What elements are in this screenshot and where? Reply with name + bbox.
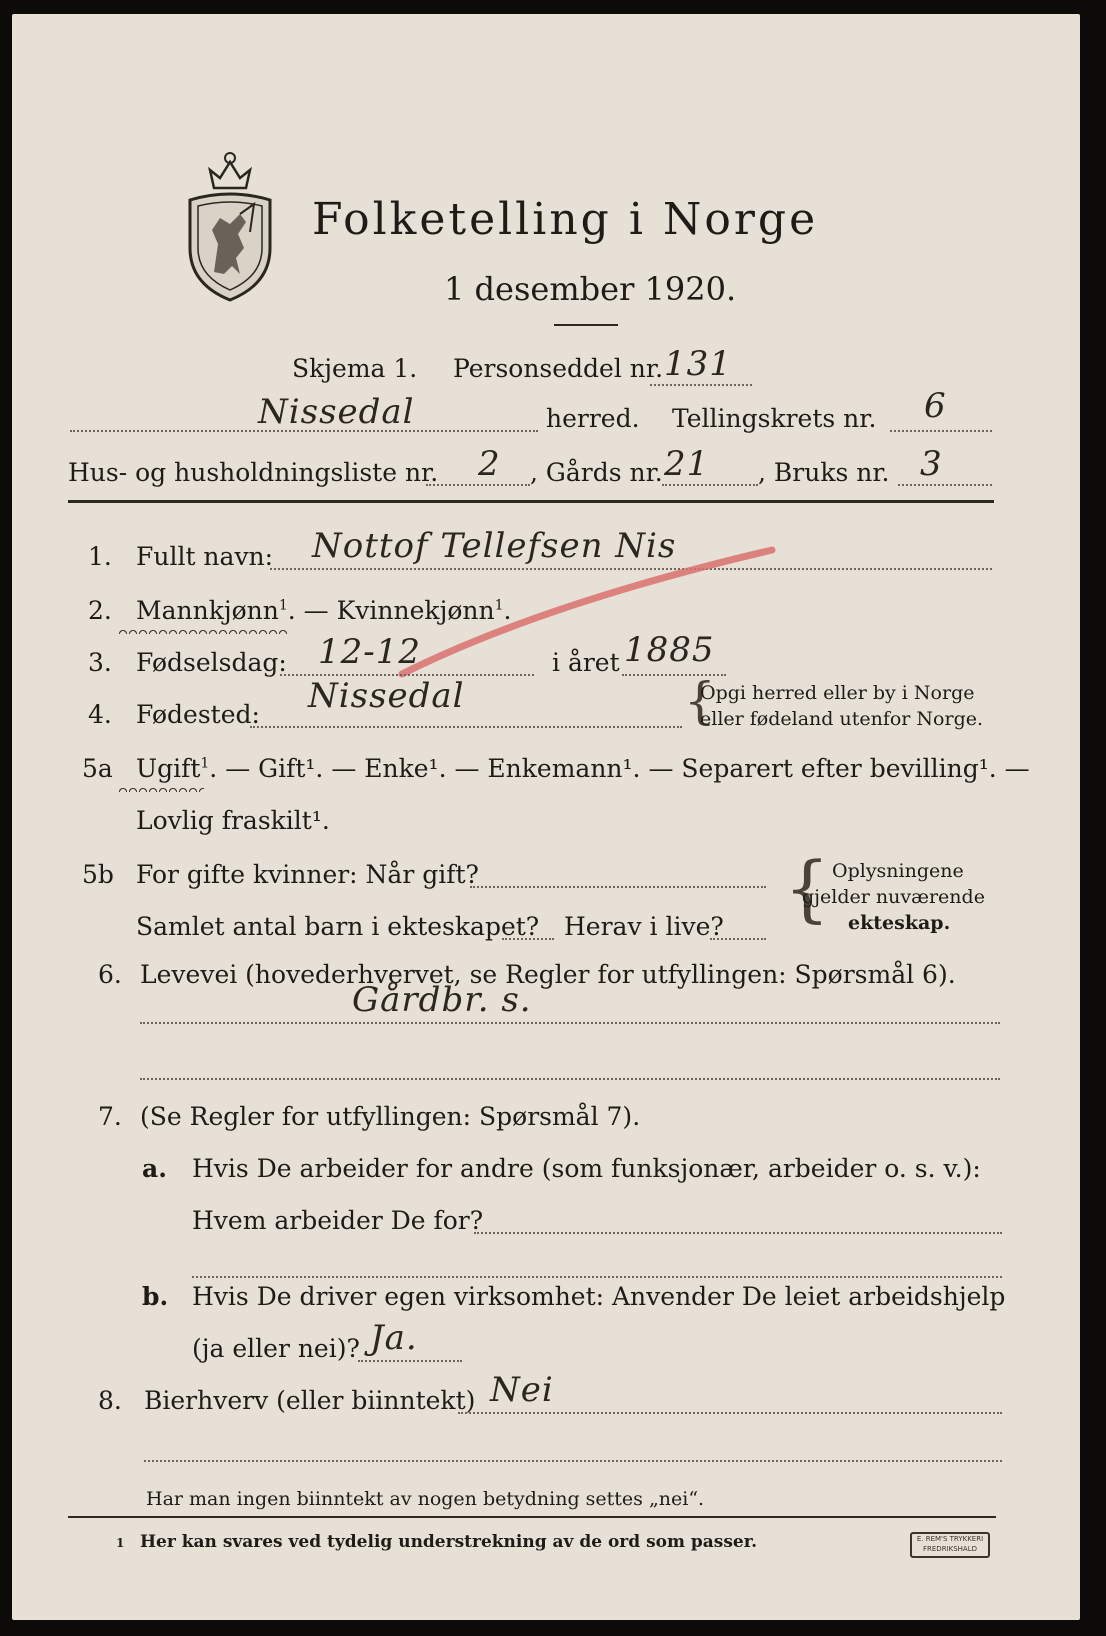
stamp-line-1: E. REM'S TRYKKERI xyxy=(916,1535,984,1543)
q8-number: 8. xyxy=(98,1386,122,1415)
q4-number: 4. xyxy=(88,700,112,729)
q5a-other-options[interactable]: . — Gift¹. — Enke¹. — Enkemann¹. — Separert efter bevilling¹. — xyxy=(209,754,1030,783)
q2-options: Mannkjønn$^1$. — Kvinnekjønn$^1$. xyxy=(136,596,512,625)
q1-label: Fullt navn: xyxy=(136,542,274,571)
q4-note-2: eller fødeland utenfor Norge. xyxy=(700,708,984,730)
q5b-number: 5b xyxy=(82,860,114,889)
q5b-note-2: gjelder nuværende xyxy=(802,886,985,908)
when-married-line xyxy=(470,886,766,888)
q4-label: Fødested: xyxy=(136,700,260,729)
gards-line xyxy=(662,484,758,486)
tellingskrets-line xyxy=(890,430,992,432)
q7-number: 7. xyxy=(98,1102,122,1131)
hired-help-line xyxy=(358,1360,462,1362)
ugift-option[interactable]: Ugift xyxy=(136,754,201,783)
husliste-value[interactable]: 2 xyxy=(478,444,501,484)
footnote-mark: 1 xyxy=(116,1536,125,1550)
q5a-number: 5a xyxy=(82,754,113,783)
title-divider xyxy=(554,324,618,326)
gards-value[interactable]: 21 xyxy=(664,444,710,484)
q5a-line2[interactable]: Lovlig fraskilt¹. xyxy=(136,806,330,835)
bruks-value[interactable]: 3 xyxy=(920,444,943,484)
q5b-note-3: ekteskap. xyxy=(848,912,951,934)
q7a-question: Hvem arbeider De for? xyxy=(192,1206,484,1235)
census-form xyxy=(12,14,1080,1620)
q6-number: 6. xyxy=(98,960,122,989)
q5a-options: Ugift$^1$. — Gift¹. — Enke¹. — Enkemann¹. — Separert efter bevilling¹. — xyxy=(136,754,1030,783)
stamp-line-2: FREDRIKSHALD xyxy=(922,1545,977,1553)
personseddel-label: Personseddel nr. xyxy=(453,354,664,383)
nei-note: Har man ingen biinntekt av nogen betydning settes „nei“. xyxy=(146,1488,705,1510)
q4-brace: { xyxy=(684,672,716,730)
census-date: 1 desember 1920. xyxy=(444,270,737,308)
tellingskrets-value[interactable]: 6 xyxy=(924,386,947,426)
herred-label: herred. xyxy=(546,404,640,433)
herred-value[interactable]: Nissedal xyxy=(258,392,415,432)
male-underline xyxy=(118,628,288,634)
bruks-label: , Bruks nr. xyxy=(758,458,890,487)
female-option[interactable]: Kvinnekjønn xyxy=(336,596,495,625)
q1-number: 1. xyxy=(88,542,112,571)
printer-stamp xyxy=(910,1532,990,1558)
footnote-text: Her kan svares ved tydelig understrekning av de ord som passer. xyxy=(140,1532,758,1552)
children-line xyxy=(502,938,554,940)
q3-number: 3. xyxy=(88,648,112,677)
occupation-line-2 xyxy=(140,1078,1000,1080)
form-title: Folketelling i Norge xyxy=(312,194,819,245)
side-income-line-1 xyxy=(458,1412,1002,1414)
q4-note-1: Opgi herred eller by i Norge xyxy=(700,682,975,704)
male-option[interactable]: Mannkjønn xyxy=(136,596,279,625)
birthday-value[interactable]: 12-12 xyxy=(318,632,422,672)
q2-separator: . — xyxy=(287,596,337,625)
alive-line xyxy=(710,938,766,940)
q6-label: Levevei (hovederhvervet, se Regler for utfyllingen: Spørsmål 6). xyxy=(140,960,956,989)
ugift-underline xyxy=(118,786,204,792)
q7a-text: Hvis De arbeider for andre (som funksjonær, arbeider o. s. v.): xyxy=(192,1154,981,1183)
year-label: i året xyxy=(552,648,620,677)
employer-line-2 xyxy=(192,1276,1002,1278)
q5b-label-3: Herav i live? xyxy=(564,912,724,941)
q7b-letter: b. xyxy=(142,1282,169,1311)
q7b-text: Hvis De driver egen virksomhet: Anvender De leiet arbeidshjelp xyxy=(192,1282,1006,1311)
q5b-brace: { xyxy=(784,846,830,930)
coat-of-arms-icon xyxy=(184,148,276,302)
tellingskrets-label: Tellingskrets nr. xyxy=(672,404,877,433)
skjema-label: Skjema 1. xyxy=(292,354,418,383)
q5b-label-1: For gifte kvinner: Når gift? xyxy=(136,860,479,889)
hired-help-value[interactable]: Ja. xyxy=(370,1318,418,1358)
q2-end: . xyxy=(503,596,512,625)
side-income-value[interactable]: Nei xyxy=(490,1370,554,1410)
q2-number: 2. xyxy=(88,596,112,625)
birthplace-value[interactable]: Nissedal xyxy=(308,676,465,716)
husliste-label: Hus- og husholdningsliste nr. xyxy=(68,458,439,487)
occupation-value[interactable]: Gårdbr. s. xyxy=(352,980,532,1020)
personseddel-line xyxy=(650,384,752,386)
side-income-line-2 xyxy=(144,1460,1002,1462)
employer-line-1 xyxy=(474,1232,1002,1234)
birthplace-line xyxy=(250,726,682,728)
birth-year-value[interactable]: 1885 xyxy=(624,630,715,670)
personseddel-value[interactable]: 131 xyxy=(664,344,732,384)
husliste-line xyxy=(426,484,530,486)
q7b-question: (ja eller nei)? xyxy=(192,1334,360,1363)
full-name-value[interactable]: Nottof Tellefsen Nis xyxy=(312,526,677,566)
q5b-note-1: Oplysningene xyxy=(832,860,964,882)
gards-label: , Gårds nr. xyxy=(530,458,663,487)
bruks-line xyxy=(898,484,992,486)
footer-rule xyxy=(68,1516,996,1518)
header-rule xyxy=(68,500,994,503)
q7a-letter: a. xyxy=(142,1154,167,1183)
occupation-line-1 xyxy=(140,1022,1000,1024)
q3-label: Fødselsdag: xyxy=(136,648,287,677)
q8-label: Bierhverv (eller biinntekt) xyxy=(144,1386,476,1415)
q5b-label-2: Samlet antal barn i ekteskapet? xyxy=(136,912,540,941)
q7-label: (Se Regler for utfyllingen: Spørsmål 7). xyxy=(140,1102,641,1131)
